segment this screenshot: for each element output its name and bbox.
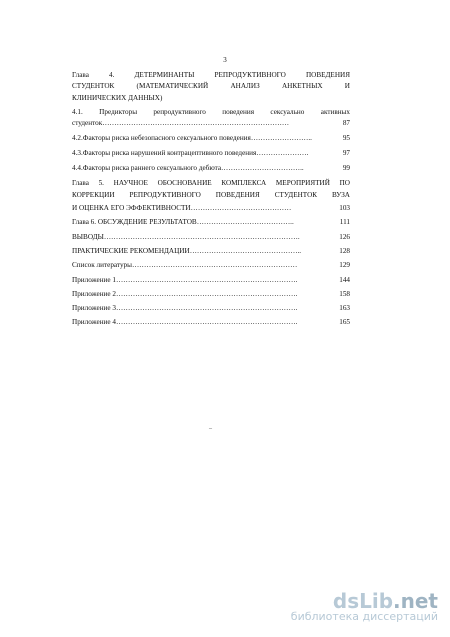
toc-chapter-4: [72, 70, 350, 104]
toc-chapter-4-line-2: СТУДЕНТОК (МАТЕМАТИЧЕСКИЙ АНАЛИЗ АНКЕТНЫХ И: [72, 82, 350, 91]
toc-entry-text: Глава 6. ОБСУЖДЕНИЕ РЕЗУЛЬТАТОВ…………………………………..: [72, 218, 294, 227]
toc-page-number: 165: [339, 318, 350, 327]
toc-page-number: 111: [339, 218, 350, 227]
toc-chapter-5-line-3: И ОЦЕНКА ЕГО ЭФФЕКТИВНОСТИ……………………………………: [72, 203, 292, 212]
toc-appendix-1: [72, 275, 350, 286]
toc-chapter-4-line-1: Глава 4. ДЕТЕРМИНАНТЫ РЕПРОДУКТИВНОГО ПОВЕДЕНИЯ: [72, 71, 350, 79]
toc-chapter-6: [72, 217, 350, 228]
toc-page-number: 128: [339, 246, 350, 255]
toc-page-number: 87: [342, 119, 350, 128]
toc-page-number: 97: [342, 148, 350, 157]
table-of-contents: [72, 70, 350, 329]
toc-entry-text: Приложение 4………………………………………………………………….: [72, 318, 298, 327]
toc-entry-text: Приложение 3………………………………………………………………….: [72, 304, 298, 313]
toc-entry-text: 4.4.Факторы риска раннего сексуального дебюта……………………………..: [72, 163, 304, 172]
toc-section-4-1: [72, 107, 350, 130]
watermark: [291, 589, 438, 623]
toc-page-number: 95: [342, 133, 350, 142]
toc-entry-text: 4.3.Факторы риска нарушений контрацептивного поведения………………….: [72, 148, 309, 157]
toc-chapter-5-line-1: Глава 5. НАУЧНОЕ ОБОСНОВАНИЕ КОМПЛЕКСА МЕРОПРИЯТИЙ ПО: [72, 178, 350, 187]
toc-section-4-2: [72, 133, 350, 144]
toc-page-number: 158: [339, 289, 350, 298]
toc-section-4-1-line-2: студенток……………………………………………………………………: [72, 119, 290, 128]
toc-appendix-4: [72, 317, 350, 328]
toc-conclusions: [72, 232, 350, 243]
page-mark: _: [209, 424, 212, 430]
toc-chapter-5-line-2: КОРРЕКЦИИ РЕПРОДУКТИВНОГО ПОВЕДЕНИЯ СТУДЕНТОК ВУЗА: [72, 191, 350, 200]
toc-chapter-5: [72, 177, 350, 215]
toc-page-number: 144: [339, 275, 350, 284]
toc-page-number: 126: [339, 232, 350, 241]
toc-entry-text: Приложение 1………………………………………………………………….: [72, 275, 298, 284]
toc-entry-text: ПРАКТИЧЕСКИЕ РЕКОМЕНДАЦИИ………………………………………..: [72, 246, 302, 255]
toc-entry-text: Список литературы……………………………………………………………: [72, 261, 298, 270]
toc-entry-text: 4.2.Факторы риска небезопасного сексуального поведения……………………..: [72, 133, 312, 142]
page-number: 3: [223, 56, 227, 64]
toc-entry-text: Приложение 2………………………………………………………………….: [72, 289, 298, 298]
toc-appendix-2: [72, 289, 350, 300]
toc-bibliography: [72, 260, 350, 271]
toc-page-number: 99: [342, 163, 350, 172]
toc-chapter-4-line-3: КЛИНИЧЕСКИХ ДАННЫХ): [72, 93, 163, 102]
toc-recommendations: [72, 246, 350, 257]
watermark-logo-lib: Lib: [359, 589, 394, 613]
toc-section-4-1-line-1: 4.1. Предикторы репродуктивного поведения сексуально активных: [72, 107, 350, 116]
toc-appendix-3: [72, 303, 350, 314]
watermark-logo-ds: ds: [332, 589, 360, 613]
toc-page-number: 163: [339, 304, 350, 313]
watermark-logo-net: .net: [393, 589, 438, 613]
toc-page-number: 129: [339, 261, 350, 270]
toc-entry-text: ВЫВОДЫ……………………………………………………………………….: [72, 232, 300, 241]
toc-section-4-4: [72, 163, 350, 174]
toc-section-4-3: [72, 148, 350, 159]
watermark-subtitle: библиотека диссертаций: [290, 610, 438, 623]
toc-page-number: 103: [339, 203, 350, 212]
